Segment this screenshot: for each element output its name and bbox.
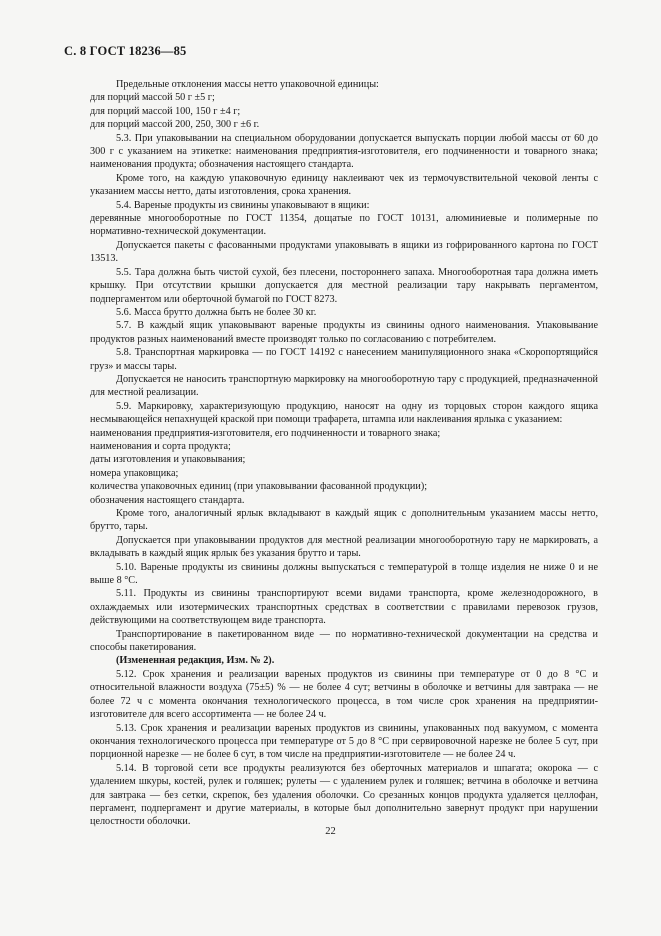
paragraph: 5.5. Тара должна быть чистой сухой, без плесени, постороннего запаха. Многооборотная тара должна иметь крышку. При отсутствии крышки допускается для местной реализации тару накрывать пергаментом, подпергаментом или оберточной бумагой по ГОСТ 8273.: [90, 266, 598, 305]
paragraph: Допускается не наносить транспортную маркировку на многооборотную тару с продукцией, предназначенной для местной реализации.: [90, 373, 598, 399]
paragraph: 5.4. Вареные продукты из свинины упаковывают в ящики:: [116, 199, 370, 211]
paragraph: номера упаковщика;: [90, 467, 179, 479]
paragraph: 5.6. Масса брутто должна быть не более 30 кг.: [116, 306, 317, 318]
page-header: С. 8 ГОСТ 18236—85: [64, 44, 187, 58]
paragraph: Допускается при упаковывании продуктов для местной реализации многооборотную тару не маркировать, а вкладывать в каждый ящик ярлык без указания брутто и тары.: [90, 534, 598, 560]
paragraph: Предельные отклонения массы нетто упаковочной единицы:: [116, 79, 379, 90]
paragraph: Кроме того, на каждую упаковочную единицу наклеивают чек из термочувствительной чековой ленты с указанием массы нетто, даты изготовления, срока хранения.: [90, 172, 598, 198]
paragraph: для порций массой 50 г ±5 г;: [90, 92, 215, 104]
paragraph: 5.12. Срок хранения и реализации вареных продуктов из свинины при температуре от 0 до 8 °С и относительной влажности воздуха (75±5) % — не более 4 сут; ветчины в оболочке и ветчины для завтрака — не более 72 ч с момента окончания технологического процесса, в том числе срок хранения на предприятии-изготовителе для всего ассортимента — не более 24 ч.: [90, 668, 598, 721]
paragraph: даты изготовления и упаковывания;: [90, 454, 246, 466]
paragraph: для порций массой 200, 250, 300 г ±6 г.: [90, 119, 260, 131]
paragraph: наименования и сорта продукта;: [90, 440, 231, 452]
paragraph: Транспортирование в пакетированном виде — по нормативно-технической документации на средства и способы пакетирования.: [90, 628, 598, 654]
paragraph: 5.7. В каждый ящик упаковывают вареные продукты из свинины одного наименования. Упаковывание продуктов разных наименований вместе производят только по согласованию с потребителем.: [90, 320, 598, 345]
paragraph: 5.13. Срок хранения и реализации вареных продуктов из свинины, упакованных под вакуумом, с момента окончания технологического процесса при температуре от 5 до 8 °С при сервировочной нарезке не более 5 сут, при порционной нарезке — не более 6 сут, в том числе на предприятии-изготовителе — не более 24 ч.: [90, 722, 598, 761]
paragraph: наименования предприятия-изготовителя, его подчиненности и товарного знака;: [90, 427, 441, 439]
paragraph: Допускается пакеты с фасованными продуктами упаковывать в ящики из гофрированного картона по ГОСТ 13513.: [90, 239, 598, 265]
paragraph: (Измененная редакция, Изм. № 2).: [116, 655, 275, 667]
page-number: 22: [325, 826, 336, 837]
paragraph: для порций массой 100, 150 г ±4 г;: [90, 105, 241, 117]
document-body: [90, 78, 598, 829]
paragraph: 5.9. Маркировку, характеризующую продукцию, наносят на одну из торцовых сторон каждого ящика несмывающейся непахнущей краской при помощи трафарета, штампа или наклеивания ярлыка с указанием:: [90, 400, 598, 426]
paragraph: обозначения настоящего стандарта.: [90, 494, 245, 506]
paragraph: 5.8. Транспортная маркировка — по ГОСТ 14192 с нанесением манипуляционного знака «Скоропортящийся груз» и массы тары.: [90, 347, 598, 372]
paragraph: 5.14. В торговой сети все продукты реализуются без оберточных материалов и шпагата; окорока — с удалением шкуры, костей, рулек и голяшек; рулеты — с удалением рулек и голяшек; ветчина в оболочке и ветчина для завтрака — без сетки, скрепок, без удаления оболочки. Со срезанных концов продукта удаляется целлофан, пергамент, подпергамент и другие материалы, в которые был дополнительно завернут продукт при нарушении целостности оболочки.: [90, 762, 598, 828]
paragraph: Кроме того, аналогичный ярлык вкладывают в каждый ящик с дополнительным указанием массы нетто, брутто, тары.: [90, 508, 598, 533]
paragraph: 5.11. Продукты из свинины транспортируют всеми видами транспорта, кроме железнодорожного, в охлаждаемых или изотермических транспортных средствах в соответствии с правилами перевозок грузов, действующими на соответствующем виде транспорта.: [90, 588, 598, 627]
paragraph: количества упаковочных единиц (при упаковывании фасованной продукции);: [90, 481, 428, 493]
paragraph: 5.10. Вареные продукты из свинины должны выпускаться с температурой в толще изделия не ниже 0 и не выше 8 °С.: [90, 561, 598, 587]
paragraph: 5.3. При упаковывании на специальном оборудовании допускается выпускать порции любой массы от 60 до 300 г с указанием на этикетке: наименования предприятия-изготовителя, его подчиненности и товарного знака; наименования продукта; обозначения настоящего стандарта.: [90, 132, 598, 171]
paragraph: деревянные многооборотные по ГОСТ 11354, дощатые по ГОСТ 10131, алюминиевые и полимерные по нормативно-технической документации.: [90, 213, 598, 238]
